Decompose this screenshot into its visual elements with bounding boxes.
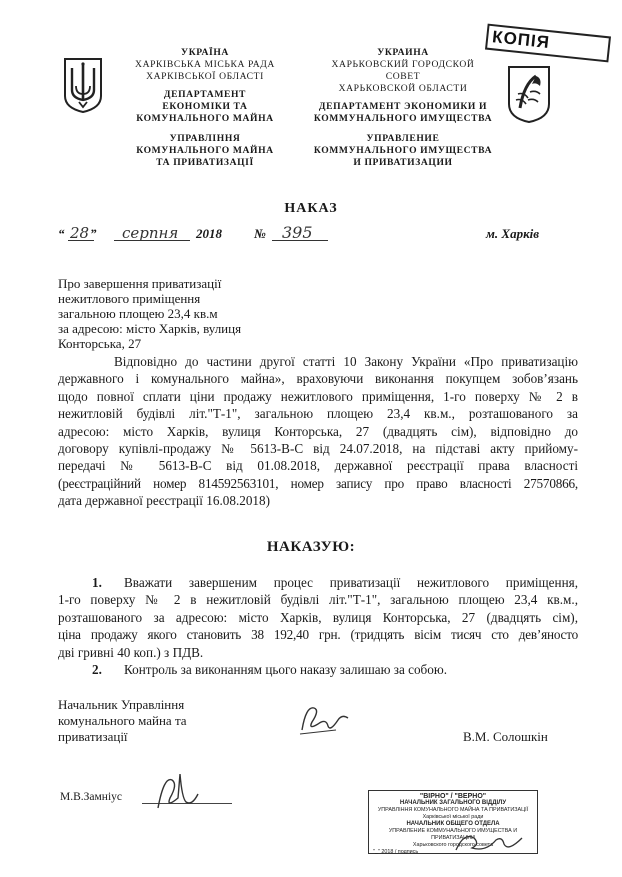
verify-stamp-line: НАЧАЛЬНИК ЗАГАЛЬНОГО ВІДДІЛУ (399, 800, 507, 806)
signatory-position (58, 697, 258, 745)
header-ru-dept2-3: И ПРИВАТИЗАЦИИ (353, 157, 453, 168)
order-year: 2018 (196, 226, 222, 241)
list-item (58, 661, 578, 678)
verify-stamp-title: "ВІРНО" / "ВЕРНО" (419, 793, 487, 800)
header-ru-dept1-1: ДЕПАРТАМЕНТ ЭКОНОМИКИ И (318, 101, 488, 112)
item-2-number: 2. (92, 662, 102, 678)
item-1-line (58, 574, 578, 591)
verify-stamp-line: НАЧАЛЬНИК ОБЩЕГО ОТДЕЛА (406, 821, 500, 827)
position-line-2: комунального майна та (58, 713, 187, 728)
header-ua-council-2: ХАРКІВСЬКОЇ ОБЛАСТІ (146, 71, 264, 82)
list-item (58, 574, 578, 661)
preamble-line: нежитловій будівлі літ."Т-1", загальною площею 23,4 кв.м., розташованого за (58, 406, 578, 422)
verify-stamp-line: Харьковского городского совета (412, 842, 494, 848)
order-subject (58, 276, 288, 351)
subject-line-3: загальною площею 23,4 кв.м (58, 306, 218, 321)
header-ua-council-1: ХАРКІВСЬКА МІСЬКА РАДА (135, 59, 275, 70)
order-title: НАКАЗ (284, 201, 338, 216)
order-city: м. Харків (486, 226, 540, 241)
order-heading: НАКАЗУЮ: (266, 539, 356, 555)
preamble-line: (реєстраційний номер 814592563101, номер запису про право власності 27570866, (58, 475, 578, 491)
header-ru-council-1: ХАРЬКОВСКИЙ ГОРОДСКОЙ (331, 59, 475, 70)
preamble-line: державного і комунального майна», враховуючи виконання покупцем зобов’язань (58, 371, 578, 387)
subject-line-1: Про завершення приватизації (58, 276, 222, 291)
verify-stamp-line: УПРАВЛЕНИЕ КОММУНАЛЬНОГО ИМУЩЕСТВА И ПРИВАТИЗАЦИИ (388, 828, 518, 841)
executor-name: М.В.Замніус (60, 791, 122, 803)
position-line-1: Начальник Управління (58, 697, 185, 712)
number-underline (272, 240, 328, 241)
item-1-text: Вважати завершеним процес приватизації нежитлового приміщення, (124, 575, 578, 590)
verify-stamp-line: УПРАВЛІННЯ КОМУНАЛЬНОГО МАЙНА ТА ПРИВАТИЗАЦІЇ (377, 807, 529, 813)
item-1-number: 1. (92, 575, 102, 590)
stamp-signature-icon (452, 828, 528, 858)
subject-line-5: Конторська, 27 (58, 336, 142, 351)
header-ua-dept1-2: ЕКОНОМІКИ ТА (162, 101, 248, 112)
city-coat-of-arms-icon (506, 64, 552, 124)
trident-emblem-icon (62, 56, 104, 114)
header-ru (304, 47, 502, 169)
signatory-name: В.М. Солошкін (463, 729, 548, 744)
order-number: 395 (282, 223, 313, 242)
quote-open: “ (58, 226, 65, 241)
header-ru-council-3: ХАРЬКОВСКОЙ ОБЛАСТИ (338, 83, 468, 94)
verify-stamp-line: "_" 2018 / подпись (373, 849, 419, 855)
handwritten-signature-icon (296, 700, 356, 740)
quote-close: ” (90, 226, 97, 241)
header-ua-dept1-1: ДЕПАРТАМЕНТ (163, 89, 247, 100)
order-date-line (58, 223, 578, 246)
verify-stamp-line: Харківської міської ради (422, 814, 484, 820)
preamble-line: щодо повної сплати ціни продажу нежитлового приміщення, 1-го поверху № 2 в (58, 388, 578, 404)
copy-stamp-text: КОПІЯ (491, 27, 551, 53)
header-ua-dept2-3: ТА ПРИВАТИЗАЦІЇ (156, 157, 254, 168)
item-1-line: розташованого за адресою: місто Харків, вулиця Конторська, 27 (двадцять сім), (58, 609, 578, 625)
header-ua-dept2-2: КОМУНАЛЬНОГО МАЙНА (136, 145, 274, 156)
item-1-line: 1-го поверху № 2 в нежитловій будівлі літ."Т-1", загальною площею 23,4 кв.м., (58, 592, 578, 608)
subject-line-2: нежитлового приміщення (58, 291, 201, 306)
header-ua (114, 47, 296, 169)
header-ru-dept2-2: КОММУНАЛЬНОГО ИМУЩЕСТВА (313, 145, 493, 156)
preamble-line: адресою: місто Харків, вулиця Конторська, 27 (двадцять сім), відповідно до (58, 423, 578, 439)
order-items (58, 574, 578, 678)
number-label: № (254, 226, 266, 241)
header-ru-council-2: СОВЕТ (385, 71, 421, 82)
preamble-line: Відповідно до частини другої статті 10 Закону України «Про приватизацію (114, 354, 578, 369)
item-2-text: Контроль за виконанням цього наказу залишаю за собою. (124, 662, 447, 678)
item-1-line: дві гривні 40 коп.) з ПДВ. (58, 644, 204, 660)
header-ru-dept2-1: УПРАВЛЕНИЕ (366, 133, 440, 144)
header-ru-country: УКРАИНА (377, 47, 429, 58)
order-day: 28 (70, 224, 90, 242)
header-ru-dept1-2: КОММУНАЛЬНОГО ИМУЩЕСТВА (313, 113, 493, 124)
executor-signature-icon (150, 768, 206, 818)
preamble-line: дата державної реєстрації 16.08.2018) (58, 493, 271, 509)
header-ua-dept1-3: КОМУНАЛЬНОГО МАЙНА (136, 113, 274, 124)
preamble-line: договору купівлі-продажу № 5613-В-С від 24.07.2018, на підставі акту прийому- (58, 441, 578, 457)
order-month: серпня (122, 224, 179, 242)
position-line-3: приватизації (58, 729, 128, 744)
preamble-paragraph (58, 353, 578, 510)
header-ua-country: УКРАЇНА (181, 47, 229, 58)
subject-line-4: за адресою: місто Харків, вулиця (58, 321, 242, 336)
header-ua-dept2-1: УПРАВЛІННЯ (169, 133, 241, 144)
copy-stamp (485, 24, 611, 63)
preamble-line: передачі № 5613-В-С від 01.08.2018, державної реєстрації права власності (58, 458, 578, 474)
day-underline (68, 240, 94, 241)
month-underline (114, 240, 190, 241)
item-1-line: ціна продажу якого становить 38 192,40 грн. (тридцять вісім тисяч сто дев’яносто (58, 627, 578, 643)
